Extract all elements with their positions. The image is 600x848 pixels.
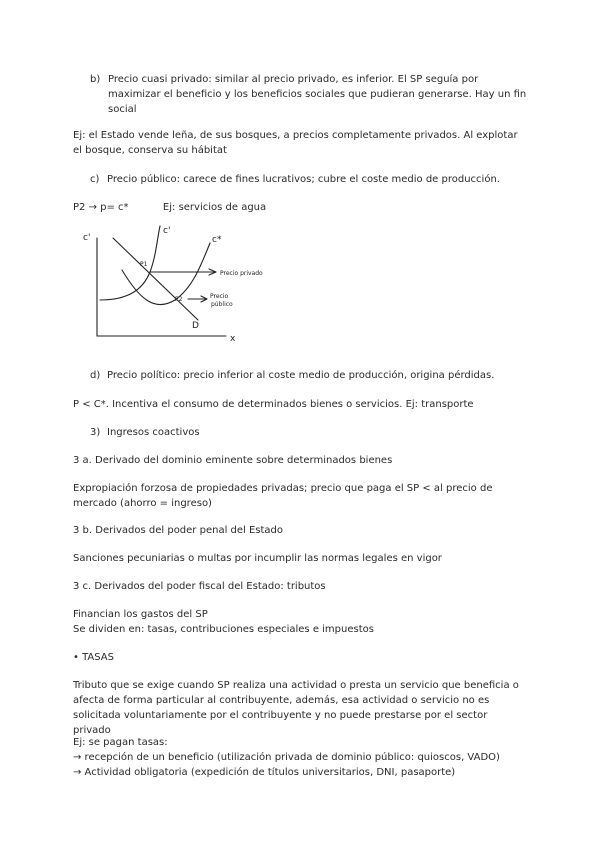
formula-line-d: P < C*. Incentiva el consumo de determinados bienes o servicios. Ej: transporte xyxy=(73,399,474,410)
list-item-c-text: Precio público: carece de fines lucrativos; cubre el coste medio de producción. xyxy=(107,174,500,185)
curve-cprime-label: c' xyxy=(163,226,171,236)
paragraph-example-b: Ej: el Estado vende leña, de sus bosques, a precios completamente privados. Al explotar el bosque, conserva su hábitat xyxy=(73,130,518,156)
formula-c: P2 → p= c* xyxy=(73,202,129,213)
curve-cstar-label: c* xyxy=(212,235,222,245)
list-item-d-text: Precio político: precio inferior al coste medio de producción, origina pérdidas. xyxy=(107,370,495,381)
tasas-heading: • TASAS xyxy=(73,652,114,663)
tasas-paragraph: Tributo que se exige cuando SP realiza una actividad o presta un servicio que beneficia o afecta de forma particular al contribuyente, además, esa actividad o servicio no es solicitada voluntariamente por el contribuyente y no puede prestarse por el sector privado xyxy=(73,680,519,736)
ej-list-item-2: → Actividad obligatoria (expedición de títulos universitarios, DNI, pasaporte) xyxy=(73,767,456,778)
ej-list-item-1: → recepción de un beneficio (utilización privada de dominio público: quioscos, VADO) xyxy=(73,752,500,763)
ej-pagan-heading: Ej: se pagan tasas: xyxy=(73,737,168,748)
demand-label: D xyxy=(192,321,199,331)
x-axis-label: x xyxy=(230,334,236,344)
private-price-label: Precio privado xyxy=(220,270,263,277)
list-item-d xyxy=(90,368,530,383)
example-c: Ej: servicios de agua xyxy=(162,202,267,213)
paragraph-3c-line-2: Se dividen en: tasas, contribuciones especiales e impuestos xyxy=(73,624,374,635)
paragraph-3b: Sanciones pecuniarias o multas por incumplir las normas legales en vigor xyxy=(73,553,442,564)
paragraph-3a: Expropiación forzosa de propiedades privadas; precio que paga el SP < al precio de mercado (ahorro = ingreso) xyxy=(73,483,493,509)
public-price-label-1: Precio xyxy=(210,293,229,300)
public-price-label-2: público xyxy=(211,301,233,308)
list-marker: 3) xyxy=(90,427,101,438)
list-item-3-text: Ingresos coactivos xyxy=(107,427,200,438)
list-marker: c) xyxy=(90,174,100,185)
paragraph-3c-line-1: Financian los gastos del SP xyxy=(73,609,208,620)
curve-cprime xyxy=(100,226,160,300)
point-p1-label: P1 xyxy=(140,261,148,268)
section-heading-3a: 3 a. Derivado del dominio eminente sobre determinados bienes xyxy=(73,455,393,466)
list-item-b-text: Precio cuasi privado: similar al precio privado, es inferior. El SP seguía por maximizar el beneficio y los beneficios sociales que pudieran generarse. Hay un fin social xyxy=(108,74,527,115)
section-heading-3b: 3 b. Derivados del poder penal del Estado xyxy=(73,525,284,536)
list-marker: b) xyxy=(90,74,101,85)
curve-cstar xyxy=(122,243,210,305)
y-axis-label: c' xyxy=(83,233,91,243)
section-heading-3c: 3 c. Derivados del poder fiscal del Estado: tributos xyxy=(73,581,326,592)
list-marker: d) xyxy=(90,370,101,381)
list-item-3 xyxy=(90,425,530,440)
point-p2-label: P2 xyxy=(175,296,183,303)
